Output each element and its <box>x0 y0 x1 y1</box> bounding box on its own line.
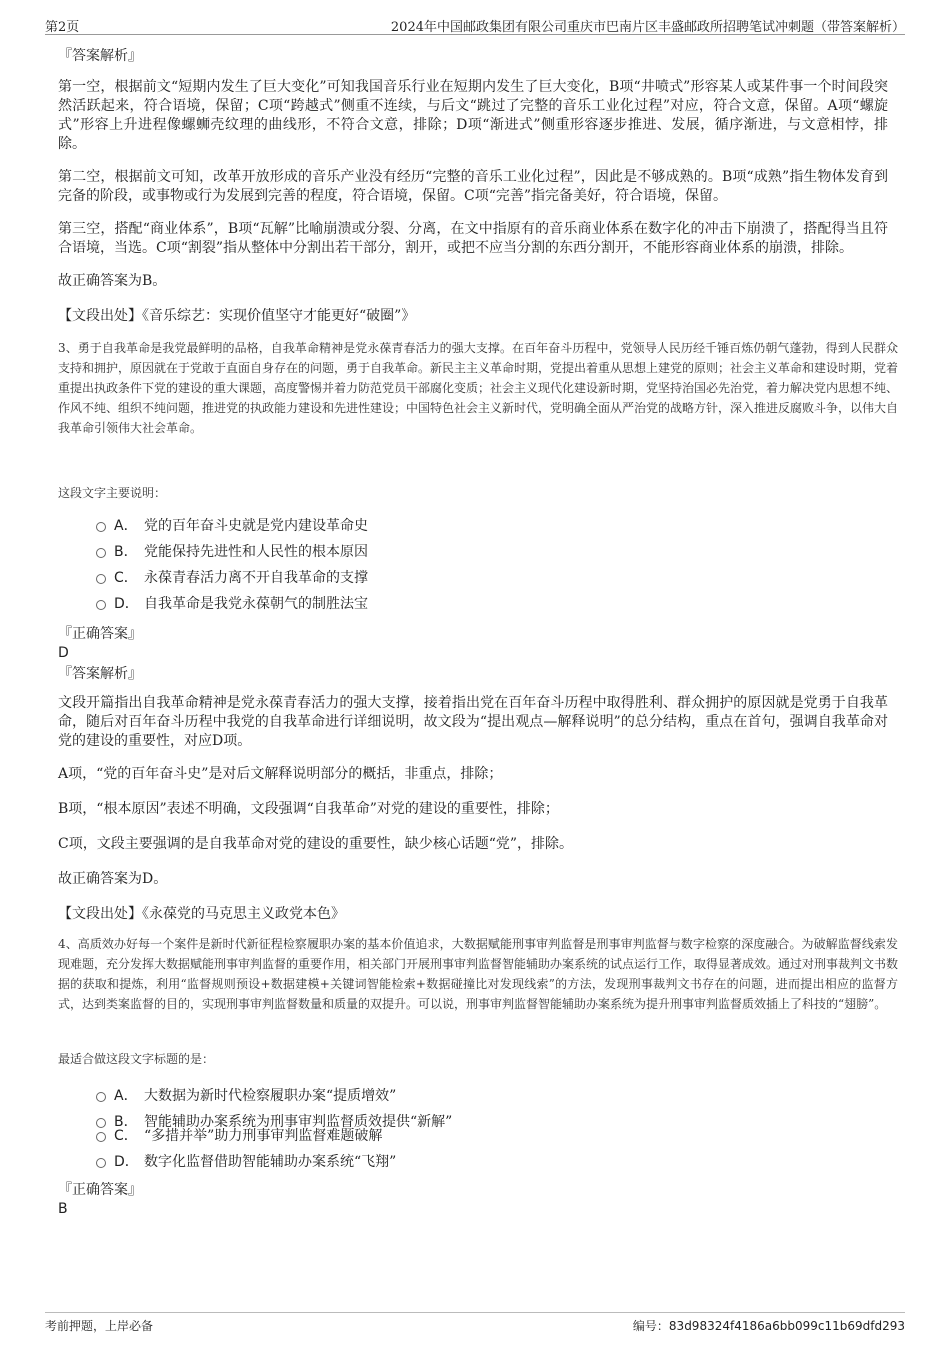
radio-icon[interactable] <box>96 600 106 610</box>
question-3-text: 3、勇于自我革命是我党最鲜明的品格，自我革命精神是党永葆青春活力的强大支撑。在百年奋斗历程中，党领导人民历经千锤百炼仍朝气蓬勃，得到人民群众支持和拥护，原因就在于党敢于直面自身存在的问题，勇于自我革命。新民主主义革命时期，党提出着重从思想上建党的原则；社会主义革命和建设时期，党着重提出执政条件下党的建设的重大课题，高度警惕并着力防范党员干部腐化变质；社会主义现代化建设新时期，党坚持治国必先治党，着力解决党内思想不纯、作风不纯、组织不纯问题，推进党的执政能力建设和先进性建设；中国特色社会主义新时代，党明确全面从严治党的战略方针，深入推进反腐败斗争，以伟大自我革命引领伟大社会革命。 <box>58 341 899 435</box>
page-number: 第2页 <box>45 20 80 35</box>
q4-answer-block <box>58 1180 888 1218</box>
correct-answer-label: 『正确答案』 <box>58 626 142 642</box>
answer-summary: 故正确答案为D。 <box>58 871 168 887</box>
analysis-paragraph: B项，“根本原因”表述不明确，文段强调“自我革命”对党的建设的重要性，排除； <box>58 801 559 817</box>
page-footer <box>45 1312 905 1333</box>
footer-slogan: 考前押题，上岸必备 <box>45 1319 154 1333</box>
radio-icon[interactable] <box>96 522 106 532</box>
q4-option-c[interactable]: C． “多措并举”助力刑事审判监督难题破解 <box>96 1126 382 1146</box>
question-4-prompt: 最适合做这段文字标题的是： <box>58 1052 215 1066</box>
q3-option-d[interactable]: D． 自我革命是我党永葆朝气的制胜法宝 <box>96 594 368 614</box>
document-title: 2024年中国邮政集团有限公司重庆市巴南片区丰盛邮政所招聘笔试冲刺题（带答案解析） <box>390 20 905 35</box>
q4-option-d[interactable]: D． 数字化监督借助智能辅助办案系统“飞翔” <box>96 1152 396 1172</box>
question-4-text: 4、高质效办好每一个案件是新时代新征程检察履职办案的基本价值追求，大数据赋能刑事审判监督是刑事审判监督与数字检察的深度融合。为破解监督线索发现难题，充分发挥大数据赋能刑事审判监督的重要作用，相关部门开展刑事审判监督智能辅助办案系统的试点运行工作，取得显著成效。通过对刑事裁判文书数据的获取和提炼，利用“监督规则预设+数据建模+关键词智能检索+数据碰撞比对发现线索”的方法，发现刑事裁判文书存在的问题，进而提出相应的监督方式，达到类案监督的目的，实现刑事审判监督数量和质量的双提升。可以说，刑事审判监督智能辅助办案系统为提升刑事审判监督质效插上了科技的“翅膀”。 <box>58 937 899 1011</box>
question-3-prompt: 这段文字主要说明： <box>58 486 167 500</box>
analysis-paragraph: 第二空，根据前文可知，改革开放形成的音乐产业没有经历“完整的音乐工业化过程”，因此是不够成熟的。B项“成熟”指生物体发育到完备的阶段，或事物或行为发展到完善的程度，符合语境，保留。C项“完善”指完备美好，符合语境，保留。 <box>58 169 888 204</box>
source-citation: 【文段出处】《永葆党的马克思主义政党本色》 <box>58 906 345 922</box>
q3-option-a[interactable]: A． 党的百年奋斗史就是党内建设革命史 <box>96 516 368 536</box>
radio-icon[interactable] <box>96 574 106 584</box>
analysis-label: 『答案解析』 <box>58 48 142 64</box>
analysis-label: 『答案解析』 <box>58 666 142 682</box>
q2-analysis <box>58 46 888 340</box>
radio-icon[interactable] <box>96 548 106 558</box>
document-id-label: 编号： <box>632 1319 669 1333</box>
q3-answer-block <box>58 624 888 938</box>
q3-option-b[interactable]: B． 党能保持先进性和人民性的根本原因 <box>96 542 368 562</box>
q4-option-b[interactable]: B． 智能辅助办案系统为刑事审判监督质效提供“新解” <box>96 1112 452 1132</box>
source-citation: 【文段出处】《音乐综艺：实现价值坚守才能更好“破圈”》 <box>58 308 416 324</box>
analysis-paragraph: 文段开篇指出自我革命精神是党永葆青春活力的强大支撑，接着指出党在百年奋斗历程中取得胜利、群众拥护的原因就是党勇于自我革命，随后对百年奋斗历程中我党的自我革命进行详细说明，故文段为“提出观点—解释说明”的总分结构，重点在首句，强调自我革命对党的建设的重要性，对应D项。 <box>58 695 888 749</box>
document-id <box>633 1317 905 1334</box>
correct-answer-label: 『正确答案』 <box>58 1182 142 1198</box>
analysis-paragraph: 第一空，根据前文“短期内发生了巨大变化”可知我国音乐行业在短期内发生了巨大变化，B项“井喷式”形容某人或某件事一个时间段突然活跃起来，符合语境，保留；C项“跨越式”侧重不连续，与后文“跳过了完整的音乐工业化过程”对应，符合文意，保留。A项“螺旋式”形容上升进程像螺蛳壳纹理的曲线形，不符合文意，排除；D项“渐进式”侧重形容逐步推进、发展，循序渐进，与文意相悖，排除。 <box>58 79 888 152</box>
radio-icon[interactable] <box>96 1132 106 1142</box>
answer-summary: 故正确答案为B。 <box>58 273 167 289</box>
radio-icon[interactable] <box>96 1158 106 1168</box>
analysis-paragraph: 第三空，搭配“商业体系”，B项“瓦解”比喻崩溃或分裂、分离，在文中指原有的音乐商业体系在数字化的冲击下崩溃了，搭配得当且符合语境，当选。C项“割裂”指从整体中分割出若干部分，割开，或把不应当分割的东西分割开，不能形容商业体系的崩溃，排除。 <box>58 221 888 256</box>
correct-answer: B <box>58 1201 68 1217</box>
document-id-value: 83d98324f4186a6bb099c11b69dfd293 <box>668 1319 905 1333</box>
radio-icon[interactable] <box>96 1092 106 1102</box>
analysis-paragraph: A项，“党的百年奋斗史”是对后文解释说明部分的概括，非重点，排除； <box>58 766 503 782</box>
analysis-paragraph: C项，文段主要强调的是自我革命对党的建设的重要性，缺少核心话题“党”，排除。 <box>58 836 574 852</box>
page-header <box>45 14 905 35</box>
q3-option-c[interactable]: C． 永葆青春活力离不开自我革命的支撑 <box>96 568 368 588</box>
correct-answer: D <box>58 645 69 661</box>
q4-option-a[interactable]: A． 大数据为新时代检察履职办案“提质增效” <box>96 1086 396 1106</box>
